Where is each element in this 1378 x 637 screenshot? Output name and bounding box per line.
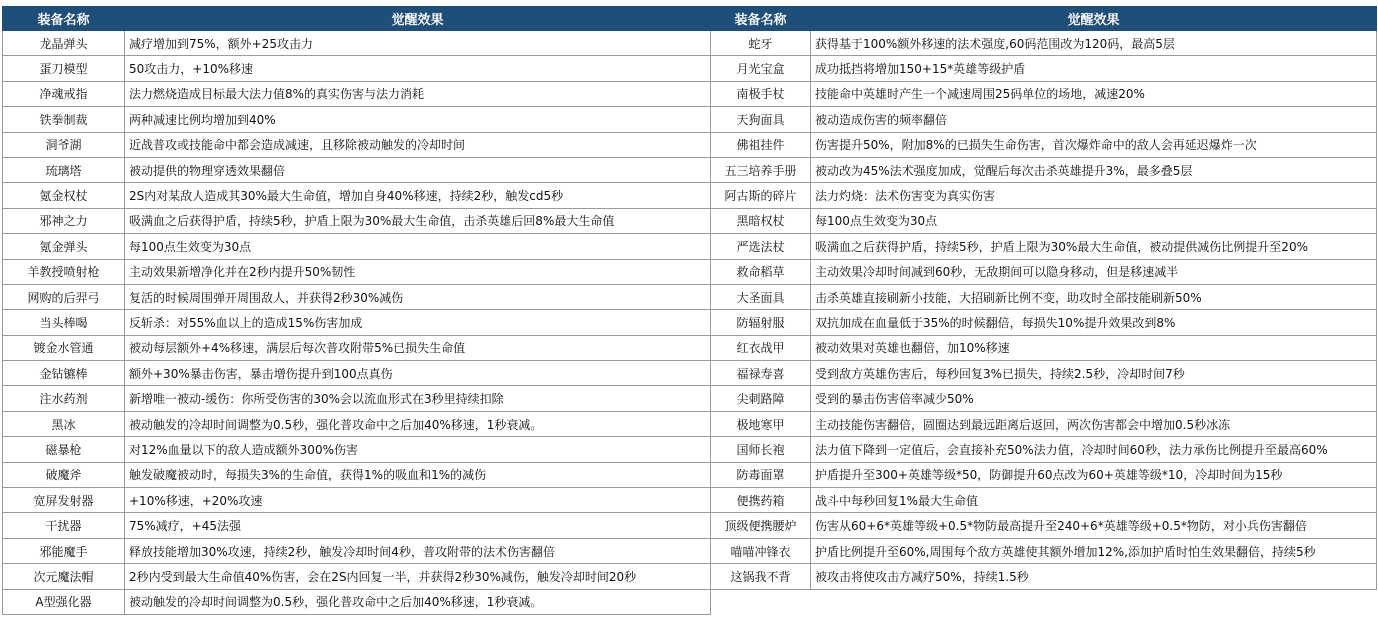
item-effect: 减疗增加到75%，额外+25攻击力 [125, 31, 711, 56]
item-name: 镀金水管通 [3, 335, 125, 360]
item-name: 龙晶弹头 [3, 31, 125, 56]
item-name: 次元魔法帽 [3, 564, 125, 589]
table-row [3, 132, 1377, 157]
item-name: 网购的后羿弓 [3, 284, 125, 309]
item-effect: 触发破魔被动时，每损失3%的生命值，获得1%的吸血和1%的减伤 [125, 462, 711, 487]
item-effect: 释放技能增加30%攻速，持续2秒，触发冷却时间4秒，普攻附带的法术伤害翻倍 [125, 538, 711, 563]
item-effect: 伤害提升50%，附加8%的已损失生命伤害，首次爆炸命中的敌人会再延迟爆炸一次 [811, 132, 1377, 157]
table-row [3, 107, 1377, 132]
table-row [3, 386, 1377, 411]
table-row [3, 488, 1377, 513]
item-name: 邪神之力 [3, 208, 125, 233]
table-row [3, 208, 1377, 233]
item-effect: 近战普攻或技能命中都会造成减速，且移除被动触发的冷却时间 [125, 132, 711, 157]
item-name: 宽屏发射器 [3, 488, 125, 513]
item-name: 注水药剂 [3, 386, 125, 411]
item-name: 喵喵冲锋衣 [711, 538, 811, 563]
table-row [3, 81, 1377, 106]
item-effect: 法力灼烧：法术伤害变为真实伤害 [811, 183, 1377, 208]
table-row [3, 335, 1377, 360]
item-effect: 2S内对某敌人造成其30%最大生命值，增加自身40%移速，持续2秒，触发cd5秒 [125, 183, 711, 208]
header-row [3, 7, 1377, 31]
item-effect: 反斩杀：对55%血以上的造成15%伤害加成 [125, 310, 711, 335]
item-name: 磁暴枪 [3, 437, 125, 462]
item-effect: 被动每层额外+4%移速，满层后每次普攻附带5%已损失生命值 [125, 335, 711, 360]
awakening-table [2, 6, 1377, 615]
item-effect: 被动触发的冷却时间调整为0.5秒，强化普攻命中之后加40%移速，1秒衰减。 [125, 411, 711, 436]
item-effect: 双抗加成在血量低于35%的时候翻倍，每损失10%提升效果改到8% [811, 310, 1377, 335]
header-effect-right: 觉醒效果 [811, 7, 1377, 31]
item-effect: 75%减疗，+45法强 [125, 513, 711, 538]
item-name: 便携药箱 [711, 488, 811, 513]
item-effect: 吸满血之后获得护盾，持续5秒，护盾上限为30%最大生命值，被动提供减伤比例提升至20% [811, 234, 1377, 259]
item-name: A型强化器 [3, 589, 125, 614]
item-effect: 技能命中英雄时产生一个减速周围25码单位的场地，减速20% [811, 81, 1377, 106]
item-name: 顶级便携腰炉 [711, 513, 811, 538]
table-row [3, 56, 1377, 81]
item-name: 红衣战甲 [711, 335, 811, 360]
item-effect: 两种减速比例均增加到40% [125, 107, 711, 132]
table-row [3, 437, 1377, 462]
item-effect: 被动触发的冷却时间调整为0.5秒，强化普攻命中之后加40%移速，1秒衰减。 [125, 589, 711, 614]
item-effect: 主动效果冷却时间减到60秒，无敌期间可以隐身移动，但是移速减半 [811, 259, 1377, 284]
item-name: 金钻镳棒 [3, 361, 125, 386]
item-name: 救命稻草 [711, 259, 811, 284]
item-effect: 主动技能伤害翻倍，圆圈达到最远距离后返回，两次伤害都会中增加0.5秒冰冻 [811, 411, 1377, 436]
item-name: 净魂戒指 [3, 81, 125, 106]
header-name-right: 装备名称 [711, 7, 811, 31]
item-name: 邪能魔手 [3, 538, 125, 563]
item-name: 福禄寿喜 [711, 361, 811, 386]
item-name: 氪金权杖 [3, 183, 125, 208]
empty-cell [711, 589, 811, 614]
item-name: 极地寒甲 [711, 411, 811, 436]
item-effect: 护盾提升至300+英雄等级*50，防御提升60点改为60+英雄等级*10，冷却时间为15秒 [811, 462, 1377, 487]
item-name: 防毒面罩 [711, 462, 811, 487]
item-name: 氪金弹头 [3, 234, 125, 259]
item-name: 当头棒喝 [3, 310, 125, 335]
item-name: 洞爷湖 [3, 132, 125, 157]
item-name: 严选法杖 [711, 234, 811, 259]
table-row [3, 310, 1377, 335]
awakening-table-container [2, 6, 1376, 615]
item-effect: 吸满血之后获得护盾，持续5秒，护盾上限为30%最大生命值，击杀英雄后回8%最大生命值 [125, 208, 711, 233]
item-effect: 法力值下降到一定值后，会直接补充50%法力值，冷却时间60秒，法力承伤比例提升至最高60% [811, 437, 1377, 462]
item-effect: 被动提供的物理穿透效果翻倍 [125, 157, 711, 182]
table-row [3, 259, 1377, 284]
table-row [3, 31, 1377, 56]
table-row [3, 411, 1377, 436]
table-row [3, 513, 1377, 538]
item-effect: 主动效果新增净化并在2秒内提升50%韧性 [125, 259, 711, 284]
item-name: 琉璃塔 [3, 157, 125, 182]
item-effect: 额外+30%暴击伤害，暴击增伤提升到100点真伤 [125, 361, 711, 386]
table-row [3, 564, 1377, 589]
table-row [3, 284, 1377, 309]
table-row [3, 157, 1377, 182]
item-effect: 被动改为45%法术强度加成，觉醒后每次击杀英雄提升3%，最多叠5层 [811, 157, 1377, 182]
item-name: 阿古斯的碎片 [711, 183, 811, 208]
item-effect: 伤害从60+6*英雄等级+0.5*物防最高提升至240+6*英雄等级+0.5*物防，对小兵伤害翻倍 [811, 513, 1377, 538]
item-name: 尖刺路障 [711, 386, 811, 411]
item-effect: 新增唯一被动-缓伤：你所受伤害的30%会以流血形式在3秒里持续扣除 [125, 386, 711, 411]
item-effect: 2秒内受到最大生命值40%伤害，会在2S内回复一半，并获得2秒30%减伤，触发冷却时间20秒 [125, 564, 711, 589]
item-name: 国师长袍 [711, 437, 811, 462]
item-name: 黑冰 [3, 411, 125, 436]
table-row [3, 538, 1377, 563]
item-effect: 战斗中每秒回复1%最大生命值 [811, 488, 1377, 513]
item-name: 南极手杖 [711, 81, 811, 106]
table-row [3, 589, 1377, 614]
item-name: 黑暗权杖 [711, 208, 811, 233]
item-effect: 护盾比例提升至60%,周围每个敌方英雄使其额外增加12%,添加护盾时怕生效果翻倍，持续5秒 [811, 538, 1377, 563]
item-name: 月光宝盒 [711, 56, 811, 81]
table-row [3, 183, 1377, 208]
item-effect: 复活的时候周围弹开周围敌人，并获得2秒30%减伤 [125, 284, 711, 309]
item-effect: 对12%血量以下的敌人造成额外300%伤害 [125, 437, 711, 462]
item-name: 五三培养手册 [711, 157, 811, 182]
item-name: 蛇牙 [711, 31, 811, 56]
item-name: 铁拳制裁 [3, 107, 125, 132]
item-name: 蛋刀模型 [3, 56, 125, 81]
header-name-left: 装备名称 [3, 7, 125, 31]
item-effect: 50攻击力，+10%移速 [125, 56, 711, 81]
item-effect: 每100点生效变为30点 [125, 234, 711, 259]
item-effect: 成功抵挡将增加150+15*英雄等级护盾 [811, 56, 1377, 81]
item-name: 佛祖挂件 [711, 132, 811, 157]
item-name: 破魔斧 [3, 462, 125, 487]
item-name: 大圣面具 [711, 284, 811, 309]
item-name: 天狗面具 [711, 107, 811, 132]
item-effect: 受到的暴击伤害倍率减少50% [811, 386, 1377, 411]
item-effect: 被攻击将使攻击方减疗50%，持续1.5秒 [811, 564, 1377, 589]
empty-cell [811, 589, 1377, 614]
table-row [3, 462, 1377, 487]
header-effect-left: 觉醒效果 [125, 7, 711, 31]
item-name: 防辐射服 [711, 310, 811, 335]
item-effect: 击杀英雄直接刷新小技能，大招刷新比例不变，助攻时全部技能刷新50% [811, 284, 1377, 309]
table-row [3, 234, 1377, 259]
item-effect: 每100点生效变为30点 [811, 208, 1377, 233]
item-effect: 被动造成伤害的频率翻倍 [811, 107, 1377, 132]
item-effect: 被动效果对英雄也翻倍，加10%移速 [811, 335, 1377, 360]
item-effect: 受到敌方英雄伤害后，每秒回复3%已损失，持续2.5秒，冷却时间7秒 [811, 361, 1377, 386]
item-effect: 获得基于100%额外移速的法术强度,60码范围改为120码，最高5层 [811, 31, 1377, 56]
item-effect: +10%移速，+20%攻速 [125, 488, 711, 513]
table-row [3, 361, 1377, 386]
item-name: 羊教授喷射枪 [3, 259, 125, 284]
item-name: 这锅我不背 [711, 564, 811, 589]
item-name: 干扰器 [3, 513, 125, 538]
table-body [3, 31, 1377, 615]
item-effect: 法力燃烧造成目标最大法力值8%的真实伤害与法力消耗 [125, 81, 711, 106]
